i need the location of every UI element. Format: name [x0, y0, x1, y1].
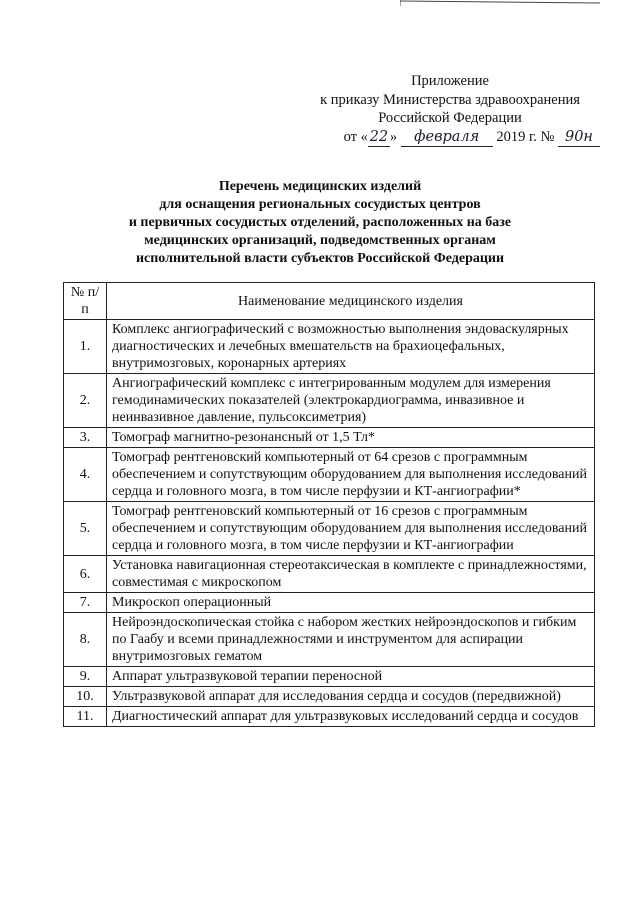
- row-item-name: Микроскоп операционный: [107, 593, 595, 613]
- title-line-5: исполнительной власти субъектов Российской Федерации: [135, 251, 505, 266]
- table-row: [64, 667, 595, 687]
- date-year: 2019 г. №: [496, 128, 555, 145]
- appendix-header: [300, 72, 600, 147]
- appendix-ministry: Российской Федерации: [378, 110, 522, 126]
- row-item-name: Томограф рентгеновский компьютерный от 64 срезов с программным обеспечением и сопутствующим оборудованием для выполнения исследований сердца и головного мозга, в том числе перфузии и КТ-ангиографии*: [107, 448, 595, 502]
- title-line-2: для оснащения региональных сосудистых центров: [159, 197, 481, 212]
- scan-edge-mark: [400, 0, 600, 6]
- date-prefix: от «: [343, 128, 368, 145]
- title-line-3: и первичных сосудистых отделений, расположенных на базе: [128, 215, 512, 230]
- appendix-date-line: [300, 128, 600, 148]
- row-item-name: Установка навигационная стереотаксическая в комплекте с принадлежностями, совместимая с микроскопом: [107, 556, 595, 593]
- row-number: 3.: [64, 428, 107, 448]
- row-item-name: Комплекс ангиографический с возможностью выполнения эндоваскулярных диагностических и лечебных вмешательств на брахиоцефальных, внутримозговых, коронарных артериях: [107, 320, 595, 374]
- table-row: [64, 374, 595, 428]
- appendix-label: Приложение: [411, 73, 489, 89]
- row-number: 8.: [64, 613, 107, 667]
- header-num: № п/п: [64, 283, 107, 320]
- equipment-table: [63, 282, 595, 727]
- date-day-handwritten: 22: [368, 128, 390, 148]
- document-title: [100, 178, 540, 268]
- table-row: [64, 502, 595, 556]
- row-number: 10.: [64, 687, 107, 707]
- title-line-1: Перечень медицинских изделий: [218, 179, 422, 194]
- table-row: [64, 428, 595, 448]
- table-row: [64, 687, 595, 707]
- title-line-4: медицинских организаций, подведомственных органам: [144, 233, 496, 248]
- order-number-handwritten: 90н: [558, 128, 600, 148]
- row-number: 11.: [64, 707, 107, 727]
- table-row: [64, 556, 595, 593]
- table-row: [64, 320, 595, 374]
- table-row: [64, 707, 595, 727]
- row-number: 1.: [64, 320, 107, 374]
- row-item-name: Нейроэндоскопическая стойка с набором жестких нейроэндоскопов и гибким по Гаабу и всеми принадлежностями и инструментом для аспирации внутримозговых гематом: [107, 613, 595, 667]
- table-header-row: [64, 283, 595, 320]
- row-item-name: Томограф рентгеновский компьютерный от 16 срезов с программным обеспечением и сопутствующим оборудованием для выполнения исследований сердца и головного мозга, в том числе перфузии и КТ-ангиографии: [107, 502, 595, 556]
- row-number: 9.: [64, 667, 107, 687]
- row-number: 5.: [64, 502, 107, 556]
- row-item-name: Ангиографический комплекс с интегрированным модулем для измерения гемодинамических показателей (электрокардиограмма, инвазивное и неинвазивное давление, пульсоксиметрия): [107, 374, 595, 428]
- table-row: [64, 613, 595, 667]
- row-item-name: Диагностический аппарат для ультразвуковых исследований сердца и сосудов: [107, 707, 595, 727]
- header-name: Наименование медицинского изделия: [107, 283, 595, 320]
- row-number: 6.: [64, 556, 107, 593]
- row-number: 2.: [64, 374, 107, 428]
- row-item-name: Аппарат ультразвуковой терапии переносной: [107, 667, 595, 687]
- row-number: 4.: [64, 448, 107, 502]
- row-item-name: Томограф магнитно-резонансный от 1,5 Тл*: [107, 428, 595, 448]
- row-number: 7.: [64, 593, 107, 613]
- date-month-handwritten: февраля: [401, 128, 493, 148]
- date-mid: »: [389, 128, 398, 145]
- appendix-order-ref: к приказу Министерства здравоохранения: [320, 91, 580, 108]
- table-row: [64, 448, 595, 502]
- table-row: [64, 593, 595, 613]
- row-item-name: Ультразвуковой аппарат для исследования сердца и сосудов (передвижной): [107, 687, 595, 707]
